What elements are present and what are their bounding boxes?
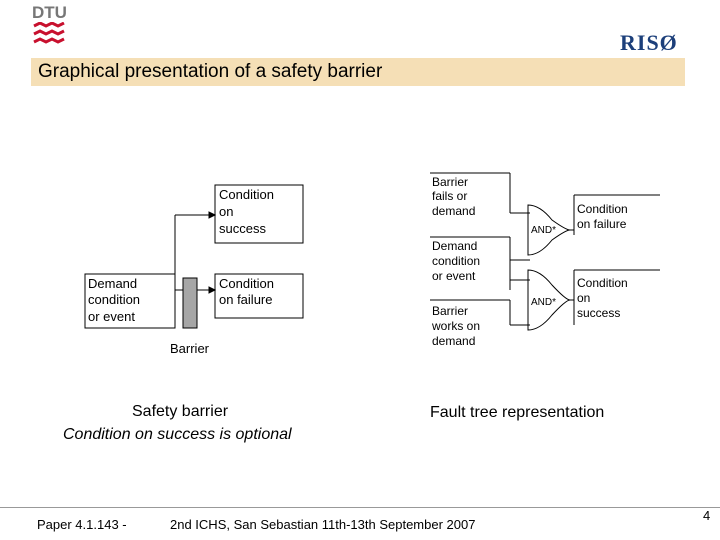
page-number: 4 xyxy=(703,508,711,523)
r-failure-line-2: on failure xyxy=(577,217,627,231)
r-success-line-2: on xyxy=(577,291,591,305)
r-success-line-1: Condition xyxy=(577,276,628,290)
demand-r-line-1: Demand xyxy=(432,239,478,253)
success-line-1: Condition xyxy=(219,187,274,202)
r-failure-line-1: Condition xyxy=(577,202,628,216)
demand-line-1: Demand xyxy=(88,276,138,291)
demand-r-line-3: or event xyxy=(432,269,476,283)
slide-title: Graphical presentation of a safety barrier xyxy=(38,61,383,82)
left-subcaption: Condition on success is optional xyxy=(63,426,292,443)
success-line-3: success xyxy=(219,221,266,236)
barrier-block xyxy=(183,278,197,328)
success-line-2: on xyxy=(219,204,234,219)
fails-line-2: fails or xyxy=(432,189,468,203)
failure-line-1: Condition xyxy=(219,276,274,291)
demand-r-line-2: condition xyxy=(432,254,481,268)
footer-conference: 2nd ICHS, San Sebastian 11th-13th September 2007 xyxy=(170,517,476,532)
gate-bottom-label: AND* xyxy=(531,297,557,308)
arrowhead-success xyxy=(209,212,215,218)
demand-line-2: condition xyxy=(88,292,141,307)
dtu-logo-text: DTU xyxy=(32,3,67,22)
r-success-line-3: success xyxy=(577,306,621,320)
barrier-label: Barrier xyxy=(170,341,210,356)
right-caption: Fault tree representation xyxy=(430,404,605,421)
fails-line-3: demand xyxy=(432,204,476,218)
fails-line-1: Barrier xyxy=(432,175,469,189)
works-line-1: Barrier xyxy=(432,304,469,318)
riso-logo: RISØ xyxy=(620,30,678,55)
gate-top-label: AND* xyxy=(531,225,557,236)
footer-divider xyxy=(0,507,720,508)
failure-line-2: on failure xyxy=(219,292,273,307)
left-caption: Safety barrier xyxy=(132,403,229,420)
demand-line-3: or event xyxy=(88,309,135,324)
footer-paper: Paper 4.1.143 - xyxy=(37,517,127,532)
arrowhead-failure xyxy=(209,287,215,293)
works-line-2: works on xyxy=(432,319,481,333)
works-line-3: demand xyxy=(432,334,476,348)
